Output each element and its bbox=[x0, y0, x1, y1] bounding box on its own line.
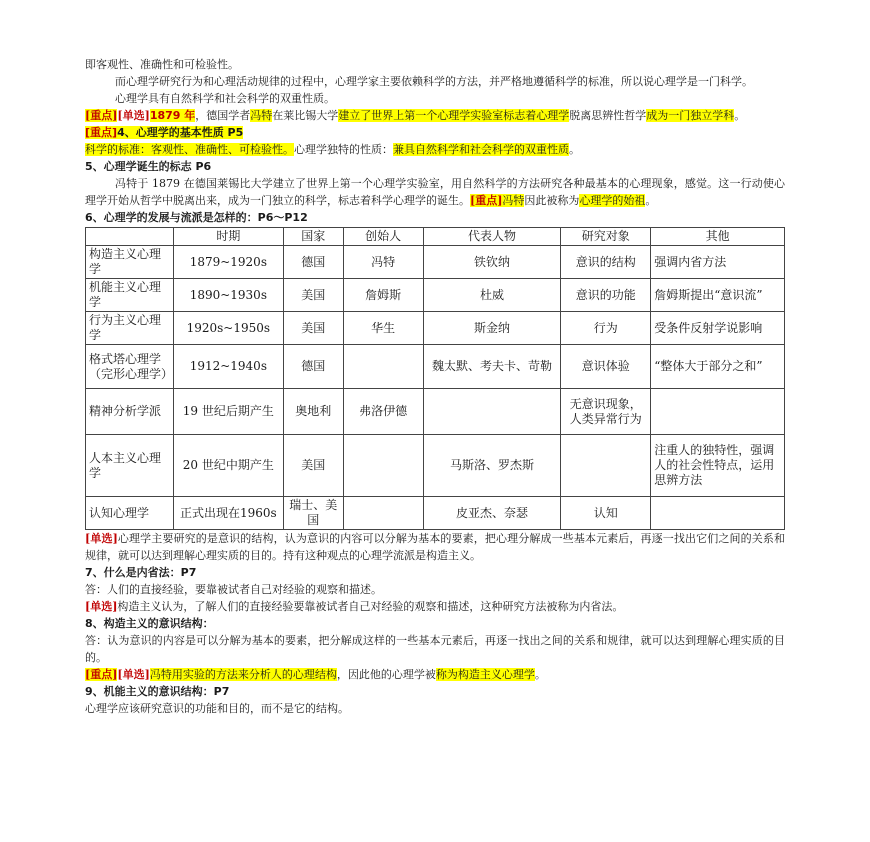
tag-key: [重点] bbox=[85, 126, 118, 139]
tag-key: [重点] bbox=[85, 668, 118, 681]
table-cell bbox=[343, 497, 423, 530]
highlight-text: 科学的标准：客观性、准确性、可检验性。 bbox=[85, 143, 294, 156]
document-page bbox=[85, 56, 785, 717]
table-row bbox=[86, 345, 785, 389]
table-cell: 无意识现象，人类异常行为 bbox=[561, 389, 651, 435]
tag-key: [重点] bbox=[470, 194, 503, 207]
table-cell: 20 世纪中期产生 bbox=[173, 435, 283, 497]
text-run: 。 bbox=[645, 194, 657, 207]
table-cell: 铁钦纳 bbox=[423, 246, 561, 279]
text-run: 在莱比锡大学 bbox=[272, 109, 339, 122]
table-row bbox=[86, 312, 785, 345]
table-cell: 19 世纪后期产生 bbox=[173, 389, 283, 435]
highlight-text: 建立了世界上第一个心理学实验室标志着心理学 bbox=[338, 109, 570, 122]
table-cell: 美国 bbox=[283, 435, 343, 497]
table-cell bbox=[343, 435, 423, 497]
table-cell: “整体大于部分之和” bbox=[651, 345, 785, 389]
table-cell: 正式出现在1960s bbox=[173, 497, 283, 530]
section-8-answer: 答：认为意识的内容是可以分解为基本的要素，把分解成这样的一些基本元素后，再逐一找出之间的关系和规律，就可以达到理解心理实质的目的。 bbox=[85, 634, 785, 664]
table-header-cell: 研究对象 bbox=[561, 228, 651, 246]
text-line: 心理学具有自然科学和社会科学的双重性质。 bbox=[115, 92, 335, 105]
section-7-note bbox=[85, 598, 785, 615]
table-cell: 精神分析学派 bbox=[86, 389, 174, 435]
table-cell: 1890~1930s bbox=[173, 279, 283, 312]
text-run: 心理学主要研究的是意识的结构，认为意识的内容可以分解为基本的要素，把心理分解成一些基本元素后，再逐一找出它们之间的关系和规律，就可以达到理解心理实质的目的。持有这种观点的心理学流派是构造主义。 bbox=[85, 532, 785, 562]
text-run: 冯特于 1879 在德国莱锡比大学建立了世界上第一个心理学实验室，用自然科学的方法研究各种最基本的心理现象，感觉。这一行动使心理学开始从哲学中脱离出来，成为一门独立的科学，标志着科学心理学的诞生。 bbox=[85, 177, 785, 207]
table-cell: 斯金纳 bbox=[423, 312, 561, 345]
text-run: ，德国学者 bbox=[195, 109, 251, 122]
tag-key: [重点] bbox=[85, 109, 118, 122]
section-9-heading: 9、机能主义的意识结构：P7 bbox=[85, 685, 230, 698]
section-5-heading: 5、心理学诞生的标志 P6 bbox=[85, 160, 212, 173]
highlight-text: 冯特用实验的方法来分析人的心理结构 bbox=[149, 668, 337, 681]
table-cell: 人本主义心理学 bbox=[86, 435, 174, 497]
table-cell: 瑞士、美国 bbox=[283, 497, 343, 530]
table-row bbox=[86, 435, 785, 497]
text-run: 心理学独特的性质： bbox=[294, 143, 393, 156]
table-cell: 德国 bbox=[283, 246, 343, 279]
key-point-1879 bbox=[85, 107, 785, 124]
text-run: 脱离思辨性哲学 bbox=[569, 109, 647, 122]
section-7-heading: 7、什么是内省法：P7 bbox=[85, 566, 197, 579]
table-cell: 机能主义心理学 bbox=[86, 279, 174, 312]
section-7-answer: 答：人们的直接经验，要靠被试者自己对经验的观察和描述。 bbox=[85, 583, 382, 596]
section-5-body bbox=[85, 175, 785, 209]
table-cell bbox=[651, 497, 785, 530]
table-header-cell: 创始人 bbox=[343, 228, 423, 246]
table-cell: 格式塔心理学（完形心理学） bbox=[86, 345, 174, 389]
table-cell: 意识体验 bbox=[561, 345, 651, 389]
table-header-cell: 时期 bbox=[173, 228, 283, 246]
table-cell: 受条件反射学说影响 bbox=[651, 312, 785, 345]
table-cell: 1920s~1950s bbox=[173, 312, 283, 345]
table-cell: 美国 bbox=[283, 312, 343, 345]
table-cell: 魏太默、考夫卡、苛勒 bbox=[423, 345, 561, 389]
section-8-heading: 8、构造主义的意识结构： bbox=[85, 617, 214, 630]
year-highlight: 1879 年 bbox=[149, 109, 196, 122]
table-cell: 行为主义心理学 bbox=[86, 312, 174, 345]
table-header-cell: 国家 bbox=[283, 228, 343, 246]
table-cell: 强调内省方法 bbox=[651, 246, 785, 279]
text-run: ，因此他的心理学被 bbox=[336, 668, 436, 681]
table-cell: 认知 bbox=[561, 497, 651, 530]
text-run: 因此被称为 bbox=[524, 194, 580, 207]
text-run: 。 bbox=[734, 109, 746, 122]
highlight-text: 兼具自然科学和社会科学的双重性质 bbox=[393, 143, 569, 156]
table-row bbox=[86, 389, 785, 435]
table-cell: 1879~1920s bbox=[173, 246, 283, 279]
single-choice-note bbox=[85, 530, 785, 564]
table-header-row bbox=[86, 228, 785, 246]
table-cell: 杜威 bbox=[423, 279, 561, 312]
tag-single: [单选] bbox=[117, 109, 150, 122]
text-run: 。 bbox=[534, 668, 546, 681]
table-cell: 马斯洛、罗杰斯 bbox=[423, 435, 561, 497]
table-cell: 美国 bbox=[283, 279, 343, 312]
table-cell: 认知心理学 bbox=[86, 497, 174, 530]
highlight-text: 冯特 bbox=[502, 194, 525, 207]
text-paragraph: 而心理学研究行为和心理活动规律的过程中，心理学家主要依赖科学的方法，并严格地遵循科学的标准，所以说心理学是一门科学。 bbox=[115, 75, 753, 88]
table-header-cell: 其他 bbox=[651, 228, 785, 246]
table-cell: 皮亚杰、奈瑟 bbox=[423, 497, 561, 530]
table-cell bbox=[343, 345, 423, 389]
table-cell: 弗洛伊德 bbox=[343, 389, 423, 435]
section-4-heading bbox=[85, 124, 785, 141]
table-cell: 注重人的独特性，强调人的社会性特点，运用思辨方法 bbox=[651, 435, 785, 497]
text-line: 即客观性、准确性和可检验性。 bbox=[85, 58, 239, 71]
table-cell: 华生 bbox=[343, 312, 423, 345]
table-cell: 意识的结构 bbox=[561, 246, 651, 279]
table-row bbox=[86, 246, 785, 279]
section-4-body bbox=[85, 141, 785, 158]
table-cell: 詹姆斯提出“意识流” bbox=[651, 279, 785, 312]
section-9-body: 心理学应该研究意识的功能和目的，而不是它的结构。 bbox=[85, 702, 349, 715]
tag-single: [单选] bbox=[85, 532, 118, 545]
table-header-cell: 代表人物 bbox=[423, 228, 561, 246]
table-cell bbox=[561, 435, 651, 497]
highlight-text: 心理学的始祖 bbox=[579, 194, 646, 207]
table-cell: 德国 bbox=[283, 345, 343, 389]
table-header-cell bbox=[86, 228, 174, 246]
highlight-text: 成为一门独立学科 bbox=[646, 109, 735, 122]
table-cell: 詹姆斯 bbox=[343, 279, 423, 312]
name-highlight: 冯特 bbox=[250, 109, 273, 122]
highlight-text: 称为构造主义心理学 bbox=[435, 668, 535, 681]
table-row bbox=[86, 279, 785, 312]
tag-single: [单选] bbox=[117, 668, 150, 681]
table-cell: 行为 bbox=[561, 312, 651, 345]
table-cell: 奥地利 bbox=[283, 389, 343, 435]
section-6-heading: 6、心理学的发展与流派是怎样的：P6～P12 bbox=[85, 211, 308, 224]
text-run: 。 bbox=[569, 143, 580, 156]
table-cell: 意识的功能 bbox=[561, 279, 651, 312]
table-cell: 构造主义心理学 bbox=[86, 246, 174, 279]
table-cell bbox=[423, 389, 561, 435]
section-8-note bbox=[85, 666, 785, 683]
text-run: 构造主义认为，了解人们的直接经验要靠被试者自己对经验的观察和描述，这种研究方法被称为内省法。 bbox=[117, 600, 624, 613]
table-row bbox=[86, 497, 785, 530]
table-cell: 1912~1940s bbox=[173, 345, 283, 389]
schools-table bbox=[85, 227, 785, 530]
table-cell bbox=[651, 389, 785, 435]
section-title: 4、心理学的基本性质 P5 bbox=[117, 126, 244, 139]
tag-single: [单选] bbox=[85, 600, 118, 613]
table-cell: 冯特 bbox=[343, 246, 423, 279]
